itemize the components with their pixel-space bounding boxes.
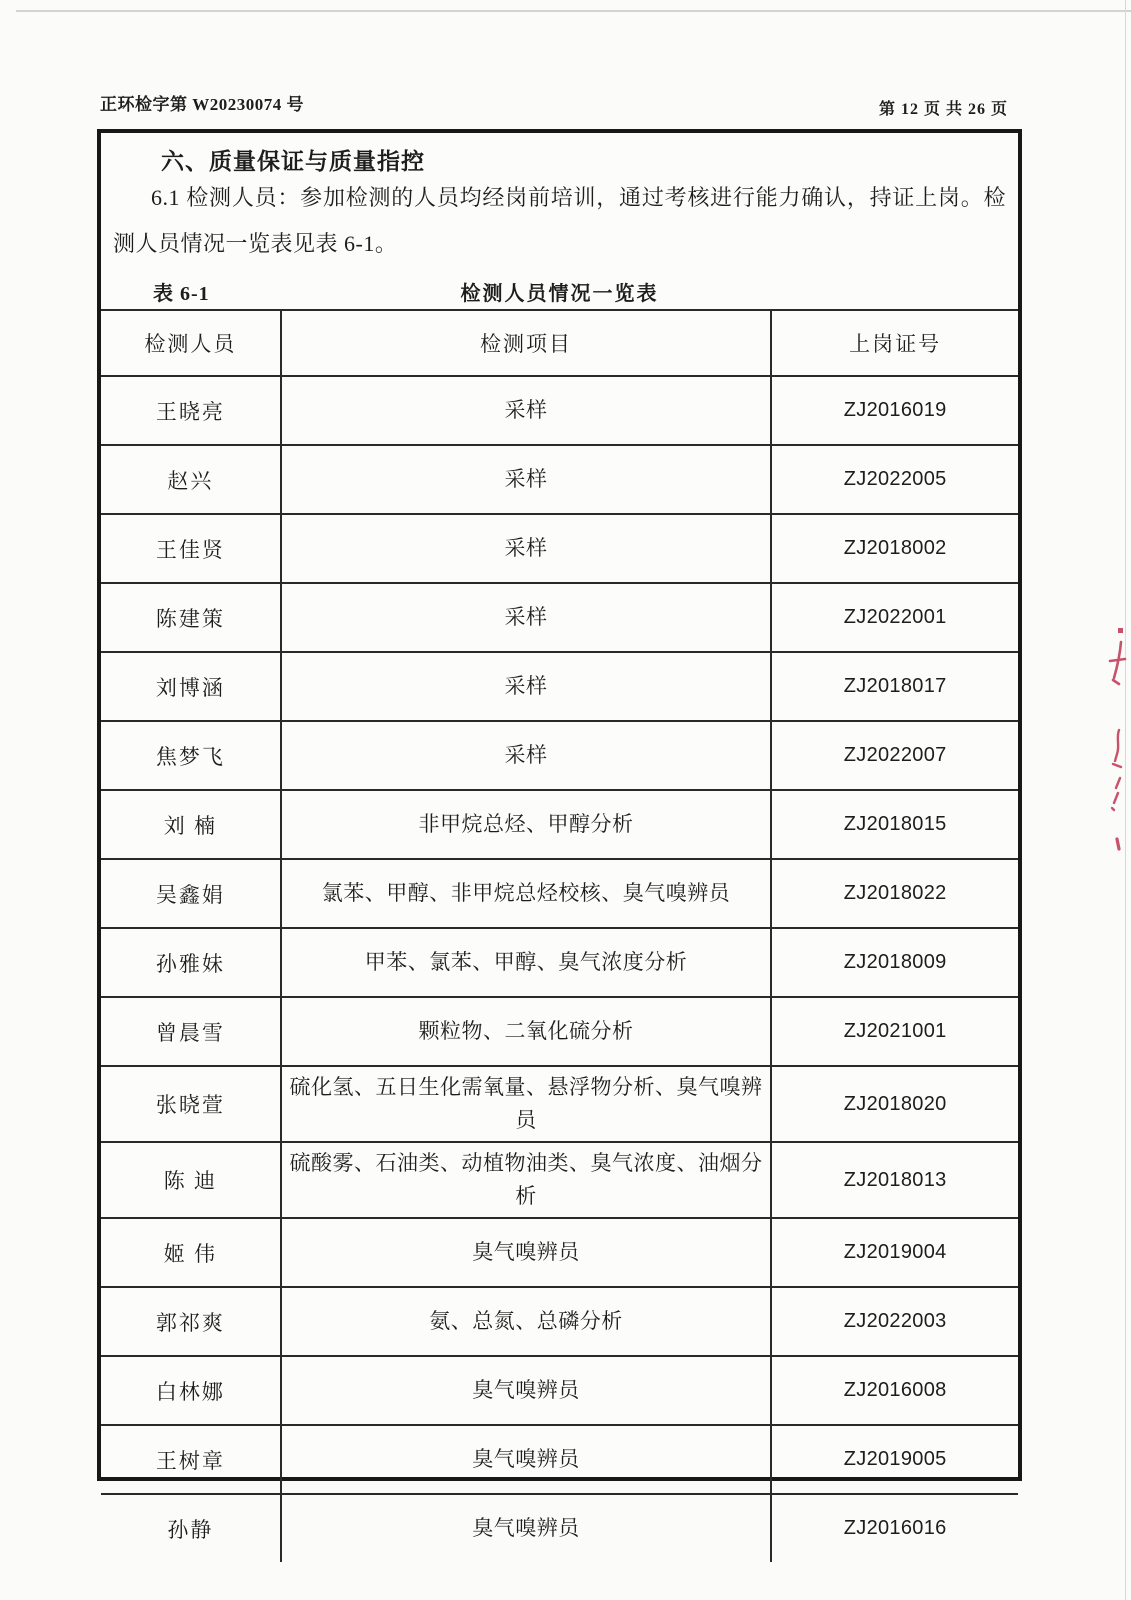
person-name: 陈 迪 bbox=[101, 1142, 281, 1218]
test-items: 硫化氢、五日生化需氧量、悬浮物分析、臭气嗅辨员 bbox=[281, 1066, 772, 1142]
cert-number: ZJ2019004 bbox=[771, 1218, 1018, 1287]
test-items: 臭气嗅辨员 bbox=[281, 1425, 772, 1494]
test-items: 氯苯、甲醇、非甲烷总烃校核、臭气嗅辨员 bbox=[281, 859, 772, 928]
person-name: 王晓亮 bbox=[101, 376, 281, 445]
person-name: 张晓萱 bbox=[101, 1066, 281, 1142]
table-row bbox=[101, 1356, 1018, 1425]
cert-number: ZJ2018015 bbox=[771, 790, 1018, 859]
cert-number: ZJ2018002 bbox=[771, 514, 1018, 583]
table-row bbox=[101, 376, 1018, 445]
table-header-row bbox=[101, 310, 1018, 376]
col-header-person: 检测人员 bbox=[101, 310, 281, 376]
cert-number: ZJ2016016 bbox=[771, 1494, 1018, 1562]
table-row bbox=[101, 1066, 1018, 1142]
table-row bbox=[101, 1218, 1018, 1287]
person-name: 孙静 bbox=[101, 1494, 281, 1562]
person-name: 陈建策 bbox=[101, 583, 281, 652]
cert-number: ZJ2018009 bbox=[771, 928, 1018, 997]
test-items: 甲苯、氯苯、甲醇、臭气浓度分析 bbox=[281, 928, 772, 997]
red-ink-stroke-2 bbox=[1113, 730, 1121, 767]
cert-number: ZJ2022007 bbox=[771, 721, 1018, 790]
test-items: 臭气嗅辨员 bbox=[281, 1356, 772, 1425]
page-indicator: 第 12 页 共 26 页 bbox=[878, 101, 1008, 118]
test-items: 采样 bbox=[281, 514, 772, 583]
table-row bbox=[101, 1494, 1018, 1562]
test-items: 臭气嗅辨员 bbox=[281, 1218, 772, 1287]
section-paragraph: 6.1 检测人员：参加检测的人员均经岗前培训，通过考核进行能力确认，持证上岗。检测人员情况一览表见表 6-1。 bbox=[113, 185, 1006, 256]
cert-number: ZJ2016008 bbox=[771, 1356, 1018, 1425]
cert-number: ZJ2022003 bbox=[771, 1287, 1018, 1356]
cert-number: ZJ2021001 bbox=[771, 997, 1018, 1066]
table-row bbox=[101, 721, 1018, 790]
table-row bbox=[101, 997, 1018, 1066]
test-items: 采样 bbox=[281, 583, 772, 652]
person-name: 刘 楠 bbox=[101, 790, 281, 859]
table-title: 检测人员情况一览表 bbox=[460, 283, 659, 305]
test-items: 颗粒物、二氧化硫分析 bbox=[281, 997, 772, 1066]
cert-number: ZJ2022001 bbox=[771, 583, 1018, 652]
test-items: 采样 bbox=[281, 376, 772, 445]
cert-number: ZJ2016019 bbox=[771, 376, 1018, 445]
test-items: 采样 bbox=[281, 721, 772, 790]
test-items: 氨、总氮、总磷分析 bbox=[281, 1287, 772, 1356]
content-box bbox=[97, 129, 1022, 1542]
test-items: 硫酸雾、石油类、动植物油类、臭气浓度、油烟分析 bbox=[281, 1142, 772, 1218]
cert-number: ZJ2018013 bbox=[771, 1142, 1018, 1218]
personnel-table-body bbox=[101, 376, 1018, 1562]
scan-artifact-top-line bbox=[16, 10, 1131, 12]
cert-number: ZJ2018017 bbox=[771, 652, 1018, 721]
table-row bbox=[101, 790, 1018, 859]
personnel-table bbox=[101, 309, 1018, 1562]
person-name: 赵兴 bbox=[101, 445, 281, 514]
table-row bbox=[101, 1425, 1018, 1494]
table-row bbox=[101, 652, 1018, 721]
test-items: 采样 bbox=[281, 445, 772, 514]
section-heading: 六、质量保证与质量指控 bbox=[161, 149, 425, 174]
doc-number: 正环检字第 W20230074 号 bbox=[100, 95, 304, 114]
red-ink-marks bbox=[1107, 618, 1129, 878]
person-name: 郭祁爽 bbox=[101, 1287, 281, 1356]
person-name: 焦梦飞 bbox=[101, 721, 281, 790]
table-row bbox=[101, 928, 1018, 997]
cert-number: ZJ2019005 bbox=[771, 1425, 1018, 1494]
table-row bbox=[101, 514, 1018, 583]
table-row bbox=[101, 445, 1018, 514]
cert-number: ZJ2022005 bbox=[771, 445, 1018, 514]
table-row bbox=[101, 859, 1018, 928]
red-ink-stroke-4 bbox=[1117, 839, 1119, 849]
cert-number: ZJ2018022 bbox=[771, 859, 1018, 928]
test-items: 非甲烷总烃、甲醇分析 bbox=[281, 790, 772, 859]
table-row bbox=[101, 1142, 1018, 1218]
person-name: 王佳贤 bbox=[101, 514, 281, 583]
person-name: 刘博涵 bbox=[101, 652, 281, 721]
red-ink-dot bbox=[1118, 628, 1123, 633]
person-name: 王树章 bbox=[101, 1425, 281, 1494]
col-header-cert: 上岗证号 bbox=[771, 310, 1018, 376]
person-name: 孙雅妹 bbox=[101, 928, 281, 997]
test-items: 臭气嗅辨员 bbox=[281, 1494, 772, 1562]
red-ink-stroke-3 bbox=[1112, 778, 1120, 810]
red-ink-stroke-1 bbox=[1110, 642, 1125, 684]
person-name: 吴鑫娟 bbox=[101, 859, 281, 928]
test-items: 采样 bbox=[281, 652, 772, 721]
person-name: 姬 伟 bbox=[101, 1218, 281, 1287]
person-name: 曾晨雪 bbox=[101, 997, 281, 1066]
cert-number: ZJ2018020 bbox=[771, 1066, 1018, 1142]
table-label: 表 6-1 bbox=[153, 283, 210, 305]
table-row bbox=[101, 583, 1018, 652]
col-header-project: 检测项目 bbox=[281, 310, 772, 376]
person-name: 白林娜 bbox=[101, 1356, 281, 1425]
table-caption-row bbox=[101, 271, 1018, 311]
table-row bbox=[101, 1287, 1018, 1356]
